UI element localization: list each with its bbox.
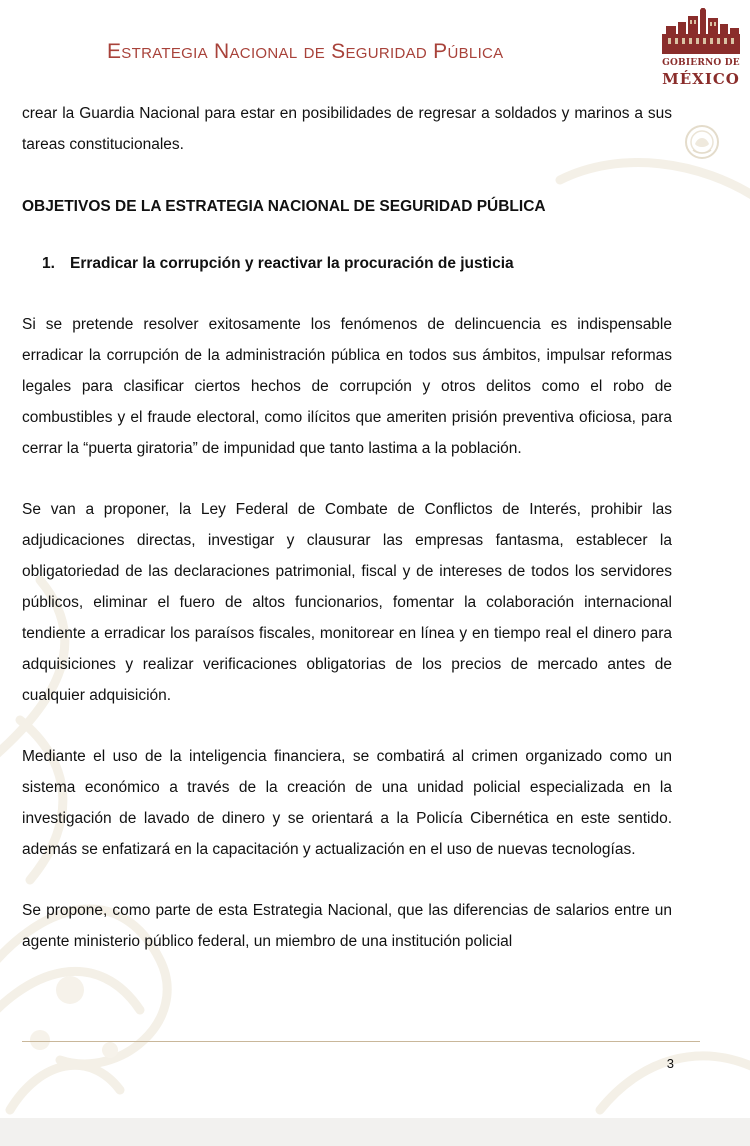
gobierno-de-mexico-logo: [656, 8, 746, 92]
document-body: [22, 98, 672, 957]
footer-divider: [22, 1041, 700, 1042]
body-paragraph: Se van a proponer, la Ley Federal de Combate de Conflictos de Interés, prohibir las adjudicaciones directas, investigar y clausurar las empresas fantasma, establecer la obligatoriedad de las declaraciones patrimonial, fiscal y de intereses de todos los servidores públicos, eliminar el fuero de altos funcionarios, fomentar la colaboración internacional tendiente a erradicar los paraísos fiscales, monitorear en línea y en tiempo real el dinero para adquisiciones y realizar verificaciones obligatorias de los precios de mercado antes de cualquier adquisición.: [22, 501, 672, 704]
item-heading-text: Erradicar la corrupción y reactivar la procuración de justicia: [70, 255, 514, 272]
building-skyline-icon: [660, 8, 742, 54]
logo-text-gobierno-de: GOBIERNO DE: [662, 58, 740, 68]
coat-of-arms-seal-icon: [684, 124, 720, 160]
page-number: 3: [666, 1056, 674, 1071]
body-paragraph: Mediante el uso de la inteligencia financiera, se combatirá al crimen organizado como un sistema económico a través de la creación de una unidad policial especializada en la investigación de lavado de dinero y se orientará a la Policía Cibernética en este sentido. además se enfatizará en la capacitación y actualización en el uso de nuevas tecnologías.: [22, 748, 672, 858]
continuation-paragraph: crear la Guardia Nacional para estar en posibilidades de regresar a soldados y marinos a sus tareas constitucionales.: [22, 105, 672, 153]
logo-text-mexico: MÉXICO: [662, 70, 740, 88]
section-heading: OBJETIVOS DE LA ESTRATEGIA NACIONAL DE SEGURIDAD PÚBLICA: [22, 198, 546, 215]
numbered-item-heading: [22, 248, 672, 279]
body-paragraph: Si se pretende resolver exitosamente los fenómenos de delincuencia es indispensable erradicar la corrupción de la administración pública en todos sus ámbitos, impulsar reformas legales para clasificar ciertos hechos de corrupción y otros delitos como el robo de combustibles y el fraude electoral, como ilícitos que ameriten prisión preventiva oficiosa, para cerrar la “puerta giratoria” de impunidad que tanto lastima a la población.: [22, 316, 672, 457]
page-header-title: Estrategia Nacional de Seguridad Pública: [107, 40, 504, 63]
body-paragraph: Se propone, como parte de esta Estrategia Nacional, que las diferencias de salarios entre un agente ministerio público federal, un miembro de una institución policial: [22, 902, 672, 950]
item-number: 1.: [42, 255, 55, 272]
